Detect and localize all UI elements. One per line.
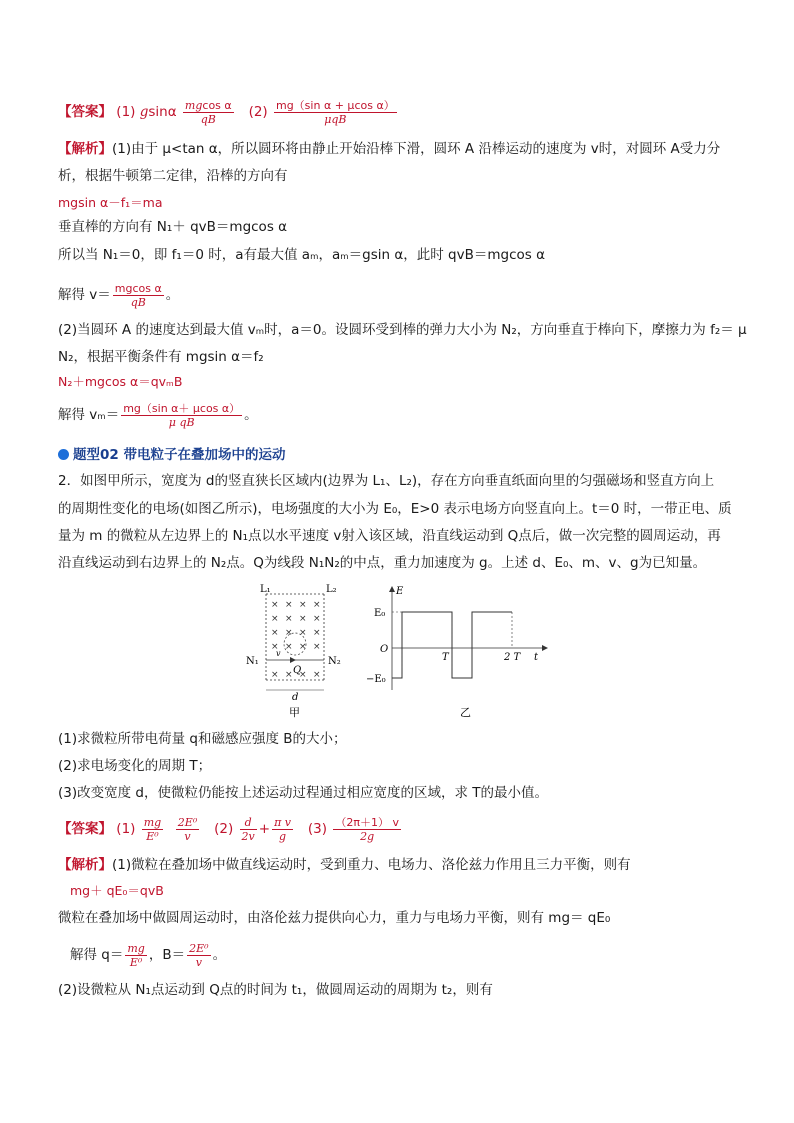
- analysis-1-line-2: 析，根据牛顿第二定律，沿棒的方向有: [58, 168, 288, 184]
- fig-label-N1: N₁: [246, 656, 259, 667]
- fig-label-neg-E0: −E₀: [366, 674, 386, 685]
- analysis-2-line-5: (2)设微粒从 N₁点运动到 Q点的时间为 t₁，做圆周运动的周期为 t₂，则有: [58, 982, 493, 998]
- analysis-1-line-5: 所以当 N₁＝0，即 f₁＝0 时，a有最大值 aₘ，aₘ＝gsin α，此时 qvB＝mgcos α: [58, 247, 545, 263]
- analysis-1-line-6: 解得 v＝ $\frac{\text{mgcos α}}{qB}$ 。: [58, 281, 180, 309]
- fraction: $\frac{\text{mg（sin α + μcos α）}}{\text{μqB}}$: [275, 98, 395, 126]
- answer-tag: 【答案】: [58, 821, 112, 837]
- question-2: (2)求电场变化的周期 T；: [58, 758, 212, 774]
- answer-tag: 【答案】: [58, 104, 112, 120]
- figure-jia-magnetic-field: [240, 580, 370, 720]
- fig-label-Q: Q: [293, 665, 302, 676]
- field-cross-mark: ×: [271, 628, 279, 638]
- field-cross-mark: ×: [299, 642, 307, 652]
- field-cross-mark: ×: [285, 642, 293, 652]
- field-cross-mark: ×: [285, 600, 293, 610]
- analysis-tag: 【解析】: [58, 141, 112, 157]
- equation: mg＋ qE₀＝qvB: [70, 883, 164, 898]
- field-cross-mark: ×: [285, 628, 293, 638]
- question-3: (3)改变宽度 d，使微粒仍能按上述运动过程通过相应宽度的区域，求 T的最小值。: [58, 785, 549, 801]
- analysis-tag: 【解析】: [58, 857, 112, 873]
- analysis-2-line-1: 【解析】(1)微粒在叠加场中做直线运动时，受到重力、电场力、洛伦兹力作用且三力平衡，则有: [58, 857, 631, 873]
- section-heading: 题型02 带电粒子在叠加场中的运动: [58, 443, 286, 463]
- field-cross-mark: ×: [271, 614, 279, 624]
- fig-label-t: t: [534, 652, 539, 663]
- bullet-dot-icon: [58, 449, 69, 460]
- field-cross-mark: ×: [285, 614, 293, 624]
- fig-label-2T: 2 T: [504, 652, 521, 663]
- problem-2-line-1: 2．如图甲所示，宽度为 d的竖直狭长区域内(边界为 L₁、L₂)，存在方向垂直纸面向里的匀强磁场和竖直方向上: [58, 473, 715, 489]
- problem-2-line-3: 量为 m 的微粒从左边界上的 N₁点以水平速度 v射入该区域，沿直线运动到 Q点后，做一次完整的圆周运动，再: [58, 528, 721, 544]
- analysis-2-line-4: 解得 q＝ $\frac{mg}{\text{E⁰}}$ ，B＝ $\frac{\text{2E⁰}}{v}$ 。: [70, 941, 227, 969]
- fig-caption-jia: 甲: [289, 706, 300, 719]
- analysis-1-line-4: 垂直棒的方向有 N₁＋ qvB＝mgcos α: [58, 219, 288, 235]
- fig-label-v: v: [276, 649, 281, 658]
- fraction: $\frac{\text{mgcos α}}{qB}$: [184, 98, 232, 126]
- analysis-1-line-10: 解得 vₘ＝ $\frac{\text{mg（sin α＋ μcos α）}}{\text{μ qB}}$ 。: [58, 401, 258, 429]
- field-cross-mark: ×: [299, 670, 307, 680]
- question-1: (1)求微粒所带电荷量 q和磁感应强度 B的大小；: [58, 731, 347, 747]
- equation: mgsin α－f₁＝ma: [58, 195, 163, 210]
- fig-label-L2: L₂: [326, 584, 337, 595]
- fig-label-E: E: [396, 586, 404, 597]
- field-cross-mark: ×: [271, 642, 279, 652]
- analysis-1-line-1: 【解析】(1)由于 μ<tan α，所以圆环将由静止开始沿棒下滑，圆环 A 沿棒运动的速度为 v时，对圆环 A受力分: [58, 141, 721, 157]
- answer-1-line: 【答案】 (1) gsinα $\frac{\text{mgcos α}}{qB}$ (2) $\frac{\text{mg（sin α + μcos α）}}{\text{μqB}}$: [58, 98, 395, 126]
- field-cross-mark: ×: [271, 600, 279, 610]
- field-cross-mark: ×: [285, 670, 293, 680]
- field-cross-mark: ×: [299, 628, 307, 638]
- field-cross-mark: ×: [313, 670, 321, 680]
- field-cross-mark: ×: [299, 600, 307, 610]
- answer-2-line: 【答案】 (1) $\frac{mg}{\text{E⁰}}$ $\frac{\text{2E⁰}}{v}$ (2) $\frac{d}{2v}$ + $\frac{\text{π v}}{g}$ (3) $\frac{(2\pi+1) v}{2g}$: [58, 815, 399, 843]
- fig-label-N2: N₂: [328, 656, 341, 667]
- analysis-2-line-3: 微粒在叠加场中做圆周运动时，由洛伦兹力提供向心力，重力与电场力平衡，则有 mg＝ qE₀: [58, 910, 611, 926]
- field-cross-mark: ×: [313, 642, 321, 652]
- figure-yi-electric-field: [362, 580, 552, 720]
- fig-label-T: T: [442, 652, 449, 663]
- analysis-1-line-7: (2)当圆环 A 的速度达到最大值 vₘ时，a＝0。设圆环受到棒的弹力大小为 N₂，方向垂直于棒向下，摩擦力为 f₂＝ μ: [58, 322, 747, 338]
- analysis-1-line-8: N₂，根据平衡条件有 mgsin α＝f₂: [58, 349, 264, 365]
- problem-2-line-2: 的周期性变化的电场(如图乙所示)，电场强度的大小为 E₀，E>0 表示电场方向竖直向上。t＝0 时，一带正电、质: [58, 501, 732, 517]
- field-cross-mark: ×: [313, 628, 321, 638]
- problem-2-line-4: 沿直线运动到右边界上的 N₂点。Q为线段 N₁N₂的中点，重力加速度为 g。上述 d、E₀、m、v、g为已知量。: [58, 555, 707, 571]
- field-cross-mark: ×: [313, 600, 321, 610]
- fig-label-L1: L₁: [260, 584, 271, 595]
- fig-label-O: O: [380, 644, 389, 655]
- field-cross-mark: ×: [299, 614, 307, 624]
- equation: N₂＋mgcos α＝qvₘB: [58, 374, 183, 389]
- field-cross-mark: ×: [313, 614, 321, 624]
- fig-caption-yi: 乙: [460, 706, 471, 719]
- fig-label-d: d: [292, 692, 299, 703]
- field-cross-mark: ×: [271, 670, 279, 680]
- fig-label-E0: E₀: [374, 608, 386, 619]
